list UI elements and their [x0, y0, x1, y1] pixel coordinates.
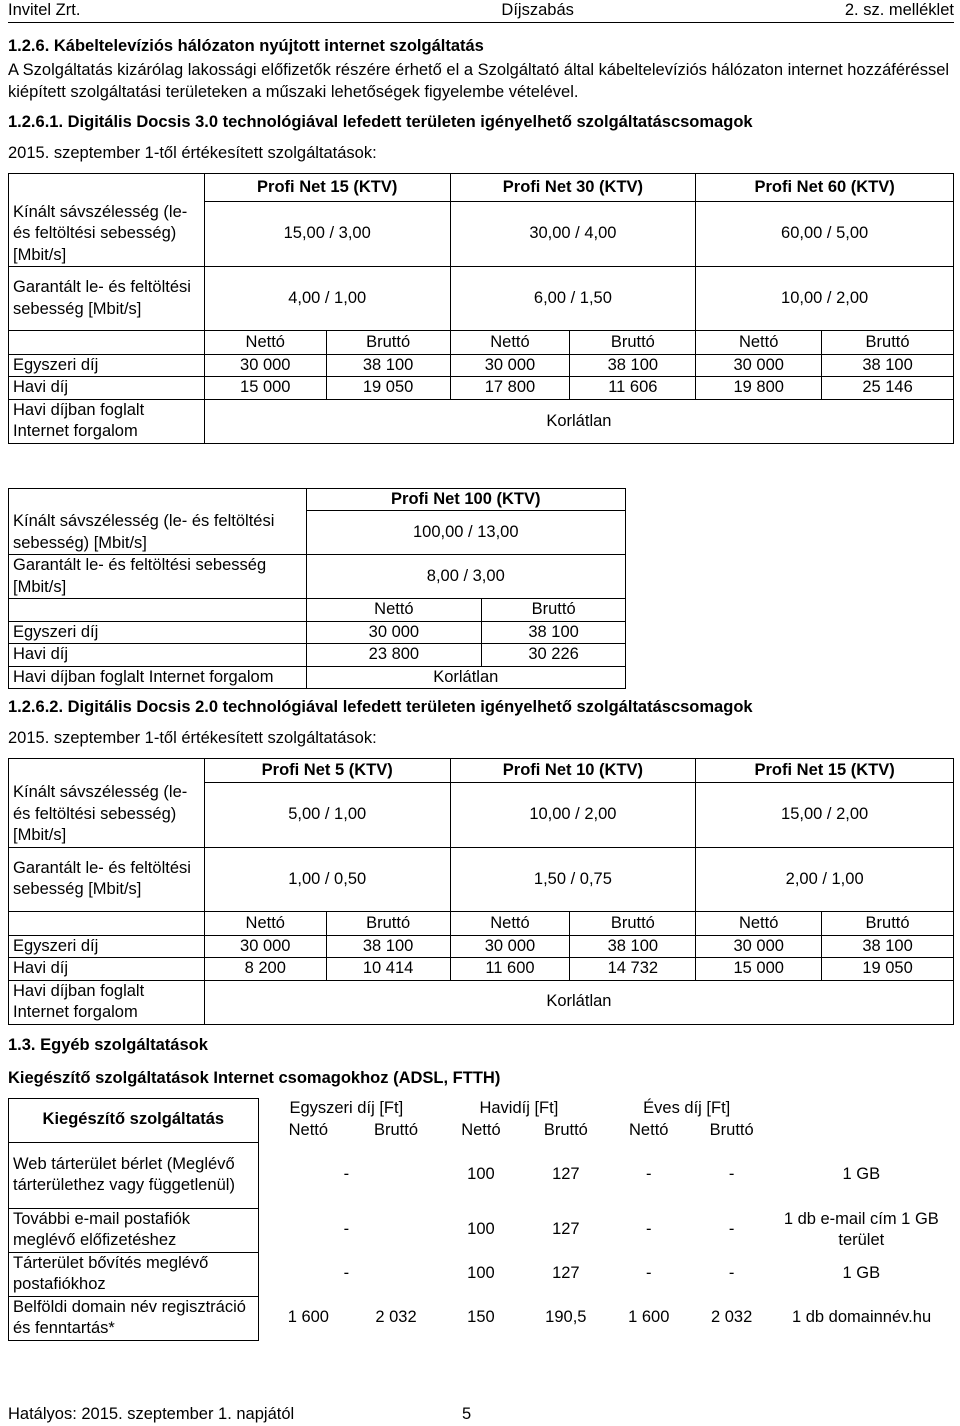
bandwidth-value: 15,00 / 3,00: [204, 202, 450, 267]
value-cell: 127: [552, 1264, 580, 1283]
section-1261-date: 2015. szeptember 1-től értékesített szolgáltatások:: [8, 143, 377, 162]
table-row: [9, 1208, 954, 1252]
brutto-header: Bruttó: [570, 331, 696, 355]
bandwidth-value: 30,00 / 4,00: [450, 202, 696, 267]
row-label: Havi díjban foglalt Internet forgalom: [9, 980, 205, 1024]
value-cell: 2 032: [711, 1308, 753, 1327]
netto-header: Nettó: [450, 331, 570, 355]
value-cell: 127: [552, 1220, 580, 1239]
value-cell: 100: [467, 1220, 495, 1239]
brutto-header: Bruttó: [326, 911, 450, 935]
price-cell: 11 600: [450, 958, 570, 980]
price-cell: 30 000: [450, 935, 570, 957]
brutto-header: Bruttó: [709, 1121, 754, 1140]
brutto-header: Bruttó: [326, 331, 450, 355]
guaranteed-value: 1,50 / 0,75: [450, 847, 696, 911]
netto-header: Nettó: [461, 1121, 501, 1140]
row-label: Garantált le- és feltöltési sebesség [Mbit/s]: [9, 847, 205, 911]
netto-header: Nettó: [204, 911, 326, 935]
table-row: [9, 1296, 954, 1340]
footer-page-number: 5: [462, 1405, 472, 1423]
row-label: Havi díj: [9, 644, 307, 666]
value-cell: 1 600: [287, 1308, 329, 1327]
value-cell: 1 600: [628, 1308, 670, 1327]
row-label: Garantált le- és feltöltési sebesség [Mbit/s]: [9, 267, 205, 331]
netto-header: Nettó: [696, 911, 822, 935]
value-cell: 190,5: [545, 1308, 587, 1327]
section-126-intro: A Szolgáltatás kizárólag lakossági előfizetők részére érhető el a Szolgáltató által kábeltelevíziós hálózaton internet hozzáféréssel kiépített szolgáltatási területeken a műszaki lehetőségek figyelembe vételével.: [8, 61, 950, 101]
guaranteed-value: 1,00 / 0,50: [204, 847, 450, 911]
extra-cell: 1 GB: [842, 1165, 881, 1184]
footer-effective-date: Hatályos: 2015. szeptember 1. napjától: [8, 1405, 295, 1423]
value-cell: -: [343, 1165, 350, 1184]
traffic-value: Korlátlan: [204, 980, 953, 1024]
bandwidth-value: 10,00 / 2,00: [450, 782, 696, 847]
value-cell: -: [645, 1165, 652, 1184]
price-cell: 30 000: [696, 355, 822, 377]
row-label: Havi díj: [9, 377, 205, 399]
bandwidth-value: 5,00 / 1,00: [204, 782, 450, 847]
netto-header: Nettó: [204, 331, 326, 355]
price-cell: 10 414: [326, 958, 450, 980]
row-label: Kínált sávszélesség (le- és feltöltési sebesség) [Mbit/s]: [9, 202, 205, 267]
row-label: Havi díjban foglalt Internet forgalom: [9, 666, 307, 688]
value-cell: -: [728, 1220, 735, 1239]
bandwidth-value: 100,00 / 13,00: [306, 511, 625, 555]
service-label: Web tárterület bérlet (Meglévő tárterülethez vagy függetlenül): [9, 1142, 259, 1208]
page-footer: [8, 1404, 954, 1425]
price-cell: 38 100: [326, 935, 450, 957]
price-cell: 23 800: [306, 644, 482, 666]
header-company: Invitel Zrt.: [8, 1, 81, 19]
brutto-header: Bruttó: [822, 911, 954, 935]
table-row: [9, 1252, 954, 1296]
table-extra-services: [8, 1098, 954, 1341]
price-cell: 14 732: [570, 958, 696, 980]
header-title: Díjszabás: [501, 1, 574, 19]
group-header: Éves díj [Ft]: [643, 1099, 731, 1118]
netto-header: Nettó: [450, 911, 570, 935]
table-docsis2-packages: [8, 758, 954, 1025]
service-label: További e-mail postafiók meglévő előfizetéshez: [9, 1208, 259, 1252]
value-cell: 150: [467, 1308, 495, 1327]
value-cell: 127: [552, 1165, 580, 1184]
netto-header: Nettó: [288, 1121, 329, 1140]
service-label: Tárterület bővítés meglévő postafiókhoz: [9, 1252, 259, 1296]
extra-cell: 1 db domainnév.hu: [791, 1308, 932, 1327]
price-cell: 30 000: [696, 935, 822, 957]
brutto-header: Bruttó: [822, 331, 954, 355]
header-annex: 2. sz. melléklet: [844, 1, 954, 19]
section-1262-title: 1.2.6.2. Digitális Docsis 2.0 technológiával lefedett területen igényelhető szolgáltatáscsomagok: [8, 698, 753, 717]
price-cell: 38 100: [482, 621, 626, 643]
price-cell: 38 100: [822, 935, 954, 957]
package-header: Profi Net 60 (KTV): [696, 174, 954, 202]
package-header: Profi Net 10 (KTV): [450, 758, 696, 782]
netto-header: Nettó: [629, 1121, 669, 1140]
service-label: Belföldi domain név regisztráció és fenntartás*: [9, 1296, 259, 1340]
price-cell: 30 000: [204, 355, 326, 377]
table-profi-net-100: [8, 488, 626, 689]
price-cell: 30 000: [204, 935, 326, 957]
price-cell: 19 050: [822, 958, 954, 980]
guaranteed-value: 4,00 / 1,00: [204, 267, 450, 331]
value-cell: 2 032: [375, 1308, 417, 1327]
service-header: Kiegészítő szolgáltatás: [9, 1098, 259, 1142]
price-cell: 30 226: [482, 644, 626, 666]
value-cell: 100: [467, 1264, 495, 1283]
price-cell: 15 000: [204, 377, 326, 399]
extra-cell: 1 db e-mail cím 1 GB terület: [783, 1209, 939, 1249]
section-1262-date: 2015. szeptember 1-től értékesített szolgáltatások:: [8, 728, 377, 747]
row-label: Egyszeri díj: [9, 935, 205, 957]
bandwidth-value: 15,00 / 2,00: [696, 782, 954, 847]
brutto-header: Bruttó: [543, 1121, 588, 1140]
package-header: Profi Net 5 (KTV): [204, 758, 450, 782]
row-label: Egyszeri díj: [9, 621, 307, 643]
page-header: [8, 0, 954, 23]
price-cell: 19 050: [326, 377, 450, 399]
section-1261-title: 1.2.6.1. Digitális Docsis 3.0 technológiával lefedett területen igényelhető szolgáltatáscsomagok: [8, 113, 753, 132]
price-cell: 30 000: [306, 621, 482, 643]
bandwidth-value: 60,00 / 5,00: [696, 202, 954, 267]
row-label: Garantált le- és feltöltési sebesség [Mbit/s]: [9, 555, 307, 599]
price-cell: 30 000: [450, 355, 570, 377]
value-cell: 100: [467, 1165, 495, 1184]
value-cell: -: [343, 1220, 350, 1239]
price-cell: 11 606: [570, 377, 696, 399]
table-docsis3-packages: [8, 173, 954, 444]
guaranteed-value: 8,00 / 3,00: [306, 555, 625, 599]
price-cell: 19 800: [696, 377, 822, 399]
row-label: Kínált sávszélesség (le- és feltöltési sebesség) [Mbit/s]: [9, 782, 205, 847]
document-page: [8, 0, 954, 1341]
value-cell: -: [728, 1165, 735, 1184]
guaranteed-value: 6,00 / 1,50: [450, 267, 696, 331]
price-cell: 15 000: [696, 958, 822, 980]
group-header: Egyszeri díj [Ft]: [289, 1099, 404, 1118]
price-cell: 8 200: [204, 958, 326, 980]
package-header: Profi Net 30 (KTV): [450, 174, 696, 202]
section-126-title: 1.2.6. Kábeltelevíziós hálózaton nyújtott internet szolgáltatás: [8, 37, 484, 55]
brutto-header: Bruttó: [482, 599, 626, 621]
section-13-subtitle: Kiegészítő szolgáltatások Internet csomagokhoz (ADSL, FTTH): [8, 1069, 501, 1088]
package-header: Profi Net 15 (KTV): [696, 758, 954, 782]
price-cell: 17 800: [450, 377, 570, 399]
package-header: Profi Net 15 (KTV): [204, 174, 450, 202]
netto-header: Nettó: [696, 331, 822, 355]
traffic-value: Korlátlan: [306, 666, 625, 688]
row-label: Kínált sávszélesség (le- és feltöltési sebesség) [Mbit/s]: [9, 511, 307, 555]
table-row: [9, 1142, 954, 1208]
price-cell: 38 100: [570, 935, 696, 957]
price-cell: 38 100: [822, 355, 954, 377]
row-label: Havi díjban foglalt Internet forgalom: [9, 399, 205, 443]
extra-cell: 1 GB: [842, 1264, 881, 1283]
price-cell: 38 100: [570, 355, 696, 377]
row-label: Egyszeri díj: [9, 355, 205, 377]
value-cell: -: [343, 1264, 350, 1283]
package-header: Profi Net 100 (KTV): [306, 488, 625, 510]
brutto-header: Bruttó: [570, 911, 696, 935]
guaranteed-value: 2,00 / 1,00: [696, 847, 954, 911]
value-cell: -: [728, 1264, 735, 1283]
group-header: Havidíj [Ft]: [479, 1099, 559, 1118]
price-cell: 25 146: [822, 377, 954, 399]
netto-header: Nettó: [306, 599, 482, 621]
value-cell: -: [645, 1220, 652, 1239]
section-13-title: 1.3. Egyéb szolgáltatások: [8, 1035, 208, 1054]
guaranteed-value: 10,00 / 2,00: [696, 267, 954, 331]
value-cell: -: [645, 1264, 652, 1283]
brutto-header: Bruttó: [373, 1121, 419, 1140]
row-label: Havi díj: [9, 958, 205, 980]
price-cell: 38 100: [326, 355, 450, 377]
traffic-value: Korlátlan: [204, 399, 953, 443]
